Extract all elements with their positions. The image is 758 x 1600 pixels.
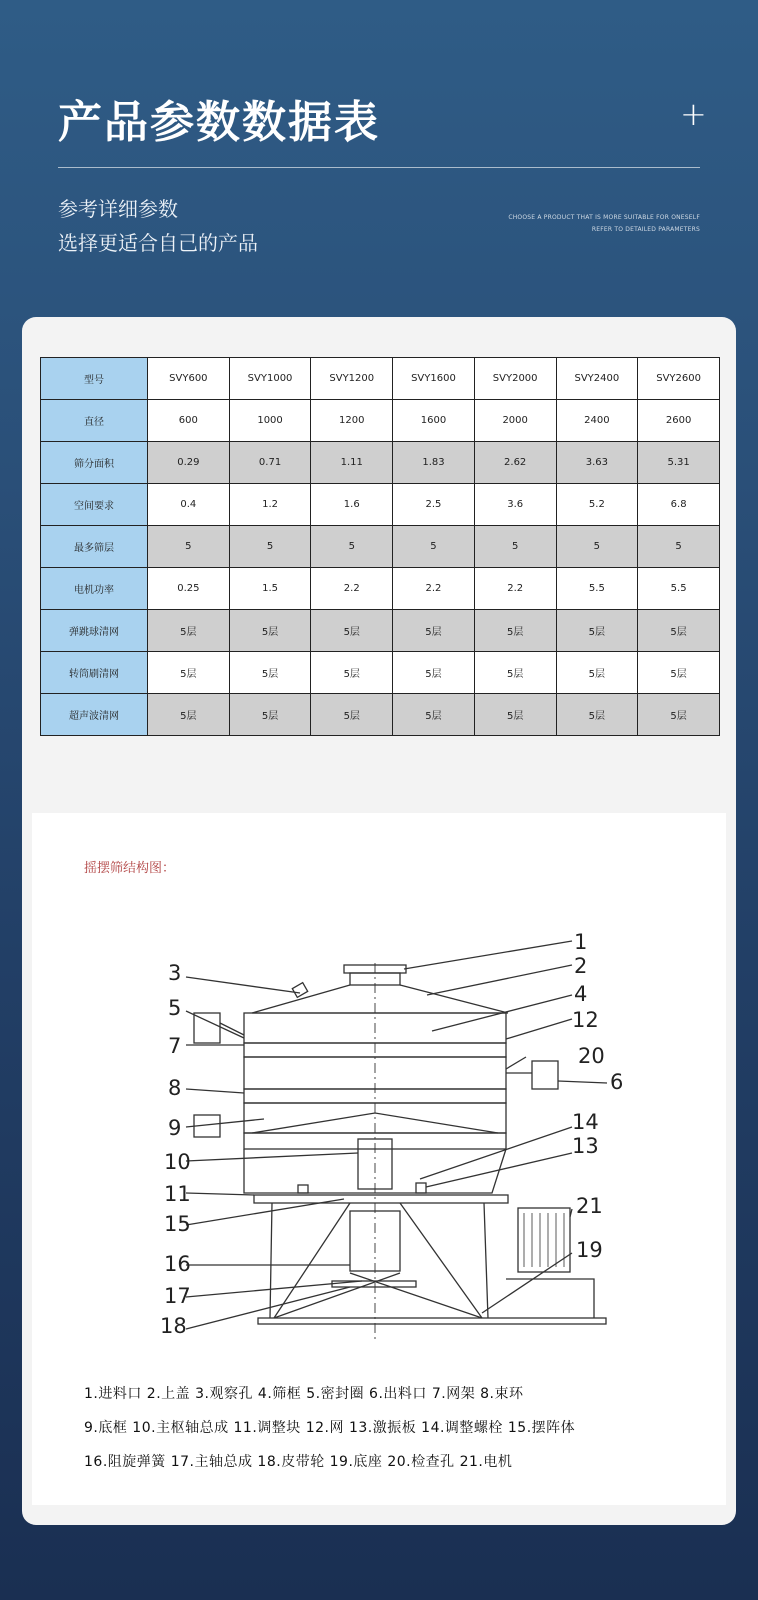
table-row — [41, 484, 720, 526]
table-cell: 5层 — [311, 694, 393, 736]
english-tagline-2: REFER TO DETAILED PARAMETERS — [591, 226, 700, 233]
table-cell: 0.25 — [148, 568, 230, 610]
label-10: 10 — [164, 1150, 191, 1174]
leader-18 — [186, 1287, 350, 1329]
label-3: 3 — [168, 961, 182, 985]
label-15: 15 — [164, 1212, 191, 1236]
table-cell: 5 — [556, 526, 638, 568]
table-cell: 5层 — [474, 652, 556, 694]
leader-3 — [186, 977, 300, 993]
table-cell: 5 — [393, 526, 475, 568]
row-label: 空间要求 — [41, 484, 148, 526]
table-cell: 1.2 — [229, 484, 311, 526]
label-12: 12 — [572, 1008, 599, 1032]
table-cell: 5层 — [148, 610, 230, 652]
table-cell: 5层 — [638, 694, 720, 736]
page-title: 产品参数数据表 — [58, 97, 380, 148]
leader-6 — [558, 1081, 607, 1083]
table-cell: 0.4 — [148, 484, 230, 526]
table-cell: 5 — [638, 526, 720, 568]
label-7: 7 — [168, 1034, 182, 1058]
table-cell: 5层 — [393, 610, 475, 652]
model-cell: SVY2000 — [474, 358, 556, 400]
motion-body — [350, 1211, 400, 1271]
model-cell: SVY1200 — [311, 358, 393, 400]
leader-19 — [482, 1253, 572, 1313]
table-cell: 5 — [229, 526, 311, 568]
label-5: 5 — [168, 996, 182, 1020]
diagram-title: 摇摆筛结构图： — [84, 861, 176, 876]
table-cell: 0.71 — [229, 442, 311, 484]
table-cell: 5层 — [556, 610, 638, 652]
table-cell: 1.83 — [393, 442, 475, 484]
table-header-row — [41, 358, 720, 400]
leader-10 — [186, 1153, 358, 1161]
leader-5 — [186, 1011, 244, 1038]
divider — [58, 167, 700, 168]
table-cell: 3.6 — [474, 484, 556, 526]
leader-1 — [404, 941, 572, 969]
table-cell: 2000 — [474, 400, 556, 442]
table-cell: 2.2 — [474, 568, 556, 610]
table-cell: 600 — [148, 400, 230, 442]
table-cell: 5.5 — [556, 568, 638, 610]
table-cell: 2600 — [638, 400, 720, 442]
label-19: 19 — [576, 1238, 603, 1262]
label-11: 11 — [164, 1182, 191, 1206]
table-cell: 5层 — [638, 652, 720, 694]
label-18: 18 — [160, 1314, 187, 1338]
model-cell: SVY600 — [148, 358, 230, 400]
observation-hole — [292, 983, 307, 998]
motor-fins — [524, 1213, 564, 1267]
label-21: 21 — [576, 1194, 603, 1218]
model-cell: SVY1600 — [393, 358, 475, 400]
table-cell: 5.5 — [638, 568, 720, 610]
table-cell: 1600 — [393, 400, 475, 442]
leader-20 — [506, 1057, 526, 1069]
table-cell: 5.31 — [638, 442, 720, 484]
table-row — [41, 694, 720, 736]
table-row — [41, 652, 720, 694]
row-label: 直径 — [41, 400, 148, 442]
row-label: 筛分面积 — [41, 442, 148, 484]
table-cell: 5层 — [229, 652, 311, 694]
leader-12 — [506, 1019, 572, 1039]
table-cell: 1000 — [229, 400, 311, 442]
row-label: 最多筛层 — [41, 526, 148, 568]
table-cell: 5层 — [393, 694, 475, 736]
english-tagline-1: CHOOSE A PRODUCT THAT IS MORE SUITABLE FOR ONESELF — [508, 214, 700, 221]
label-4: 4 — [574, 982, 588, 1006]
table-cell: 1.5 — [229, 568, 311, 610]
structure-diagram — [32, 813, 726, 1505]
table-cell: 6.8 — [638, 484, 720, 526]
table-row — [41, 610, 720, 652]
label-9: 9 — [168, 1116, 182, 1140]
row-label: 电机功率 — [41, 568, 148, 610]
motor-base — [506, 1279, 594, 1318]
table-cell: 5层 — [229, 610, 311, 652]
content-card — [22, 317, 736, 1525]
leader-9 — [186, 1119, 264, 1127]
table-cell: 1200 — [311, 400, 393, 442]
table-cell: 5层 — [148, 694, 230, 736]
leader-17 — [186, 1281, 362, 1297]
label-20: 20 — [578, 1044, 605, 1068]
table-row — [41, 400, 720, 442]
leader-8 — [186, 1089, 244, 1093]
legend-line-1: 1.进料口 2.上盖 3.观察孔 4.筛框 5.密封圈 6.出料口 7.网架 8.束环 — [84, 1386, 524, 1402]
table-cell: 5层 — [148, 652, 230, 694]
adjust-block — [298, 1185, 308, 1193]
plate — [254, 1195, 508, 1203]
table-cell: 5 — [474, 526, 556, 568]
row-label: 超声波清网 — [41, 694, 148, 736]
model-cell: SVY1000 — [229, 358, 311, 400]
label-16: 16 — [164, 1252, 191, 1276]
table-cell: 5层 — [474, 694, 556, 736]
subtitle-line-2: 选择更适合自己的产品 — [58, 231, 258, 255]
sieve-structure-drawing — [32, 813, 726, 1373]
leader-2 — [427, 965, 572, 995]
table-cell: 2.2 — [311, 568, 393, 610]
row-label: 型号 — [41, 358, 148, 400]
subtitle-line-1: 参考详细参数 — [58, 197, 178, 221]
table-cell: 5层 — [311, 652, 393, 694]
header — [0, 0, 758, 300]
label-1: 1 — [574, 930, 588, 954]
table-cell: 3.63 — [556, 442, 638, 484]
spec-table — [40, 357, 720, 736]
stand-legs-outer — [274, 1203, 482, 1318]
table-row — [41, 568, 720, 610]
base — [258, 1318, 606, 1324]
label-2: 2 — [574, 954, 588, 978]
plus-icon[interactable]: + — [680, 95, 707, 133]
table-cell: 5层 — [556, 652, 638, 694]
table-cell: 2400 — [556, 400, 638, 442]
stand-legs-side — [270, 1203, 488, 1318]
table-cell: 5层 — [638, 610, 720, 652]
label-8: 8 — [168, 1076, 182, 1100]
table-cell: 5层 — [556, 694, 638, 736]
legend-line-2: 9.底框 10.主枢轴总成 11.调整块 12.网 13.激振板 14.调整螺栓 15.摆阵体 — [84, 1420, 576, 1436]
table-cell: 5 — [148, 526, 230, 568]
stand-braces — [274, 1273, 482, 1318]
row-label: 转筒刷清网 — [41, 652, 148, 694]
table-cell: 2.2 — [393, 568, 475, 610]
outlet-spout-right — [532, 1061, 558, 1089]
table-cell: 2.5 — [393, 484, 475, 526]
adjust-bolt — [416, 1183, 426, 1193]
table-cell: 5层 — [393, 652, 475, 694]
top-cover — [252, 985, 508, 1013]
table-cell: 5 — [311, 526, 393, 568]
motor — [518, 1208, 570, 1272]
table-cell: 2.62 — [474, 442, 556, 484]
table-cell: 1.11 — [311, 442, 393, 484]
label-13: 13 — [572, 1134, 599, 1158]
table-cell: 0.29 — [148, 442, 230, 484]
label-6: 6 — [610, 1070, 624, 1094]
table-row — [41, 442, 720, 484]
label-17: 17 — [164, 1284, 191, 1308]
model-cell: SVY2400 — [556, 358, 638, 400]
label-14: 14 — [572, 1110, 599, 1134]
outlet-spout-1 — [194, 1013, 220, 1043]
table-cell: 1.6 — [311, 484, 393, 526]
table-cell: 5层 — [229, 694, 311, 736]
table-cell: 5.2 — [556, 484, 638, 526]
model-cell: SVY2600 — [638, 358, 720, 400]
table-cell: 5层 — [311, 610, 393, 652]
table-cell: 5层 — [474, 610, 556, 652]
legend-line-3: 16.阻旋弹簧 17.主轴总成 18.皮带轮 19.底座 20.检查孔 21.电机 — [84, 1454, 513, 1470]
table-row — [41, 526, 720, 568]
row-label: 弹跳球清网 — [41, 610, 148, 652]
